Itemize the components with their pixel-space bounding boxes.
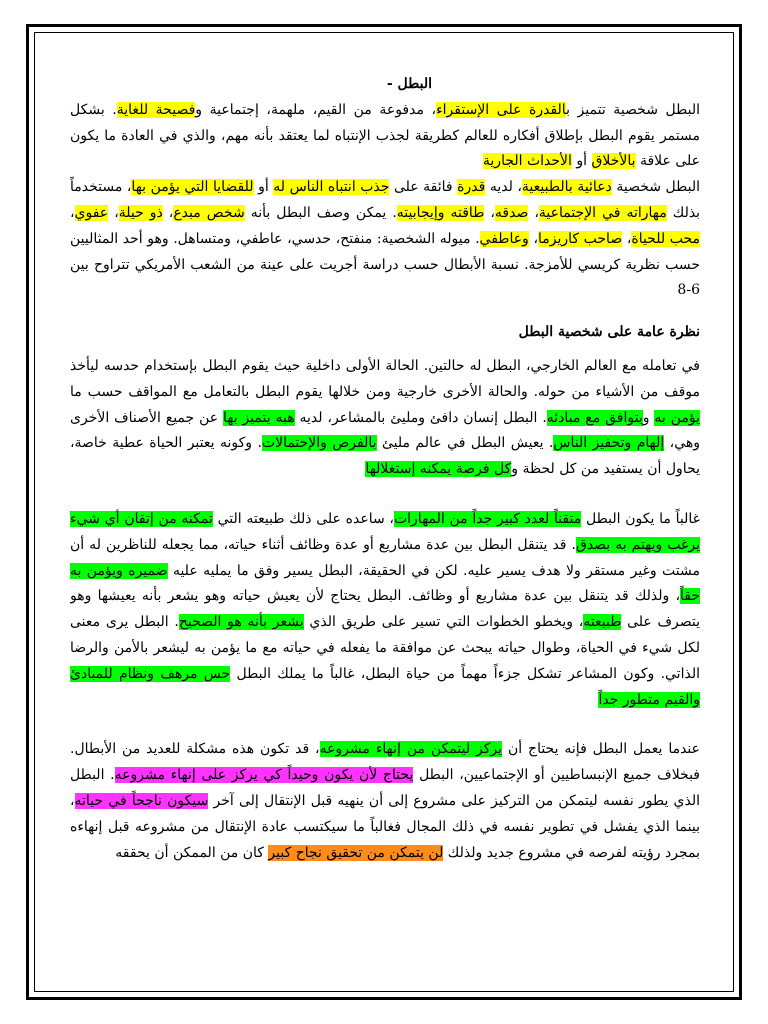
highlighted-text: إلهام وتحفيز الناس [553,435,665,452]
text-run: ، [108,204,119,221]
highlighted-text: مهاراته في الإجتماعية [538,204,667,221]
highlighted-text: حس مرهف ونظام للمبادئ والقيم متطور جداً [70,665,700,708]
text-run: . بشكل مستمر يقوم البطل بإطلاق أفكاره للعالم كطريقة لجذب الإنتباه لما يعتقد بأنه مهم، والذي في العادة ما يكون على علاقة [70,101,700,170]
highlighted-text: يحتاج لأن يكون وحيداً كي يركز على إنهاء مشروعه [114,767,414,784]
text-run: . البطل إنسان دافئ ومليئ بالمشاعر، لديه [294,409,547,426]
text-run: . يمكن وصف البطل بأنه [244,204,397,221]
highlighted-text: بالأخلاق [591,153,636,170]
highlighted-text: صاحب كاريزما [537,230,623,247]
paragraph-2 [70,175,700,304]
text-run: و [642,409,655,426]
text-run: غالباً ما يكون البطل [581,510,700,527]
highlighted-text: فصيحة للغاية [116,101,196,118]
highlighted-text: تمكنه من إتقان أي شيء يرغب ويهتم به بصدق [70,510,700,553]
highlighted-text: يشعر بأنه هو الصحيح [178,614,304,631]
highlighted-text: لن يتمكن من تحقيق نجاح كبير [268,844,444,861]
paragraph-3 [70,354,700,483]
text-run: أو [571,153,592,170]
text-run: ، مستخدماً بذلك [70,179,700,221]
highlighted-text: شخص مبدع [173,204,245,221]
paragraph-gap [70,483,700,507]
highlighted-text: يتوافق مع مبادئه [546,409,643,426]
text-run: ، [484,204,495,221]
text-run: في تعامله مع العالم الخارجي، البطل له حالتين. الحالة الأولى داخلية حيث يقوم البطل بإستخدام حدسه ليأخذ موقف من الأشياء من حوله. والحالة الأخرى خارجية ومن خلالها يقوم البطل بالتعامل مع المواقف حسب ما [70,357,700,400]
paragraph-4 [70,507,700,713]
paragraph-1 [70,98,700,175]
highlighted-text: كل فرصة يمكنه إستغلالها [365,461,512,478]
paragraph-5 [70,737,700,866]
text-run: أو [253,179,274,196]
highlighted-text: القدرة على الإستقراء [436,101,567,118]
text-run: ، [70,204,75,221]
text-run: عندما يعمل البطل فإنه يحتاج أن [502,741,700,758]
text-run: البطل شخصية [611,179,700,196]
highlighted-text: دعائية بالطبيعية [521,179,612,196]
highlighted-text: متقناً لعدد كبير جداً من المهارات [393,510,582,527]
text-run: البطل شخصية تتميز ب [566,101,700,118]
text-run: ، [622,230,632,247]
highlighted-text: محب للحياة [631,230,700,247]
highlighted-text: عفوي [74,204,109,221]
paragraph-gap [70,713,700,737]
highlighted-text: صدقه [494,204,529,221]
text-run: ، ويخطو الخطوات التي تسير على طريق الذي [303,614,584,631]
highlighted-text: يركز ليتمكن من إنهاء مشروعه [319,741,503,758]
highlighted-text: جذب انتباه الناس له [273,179,390,196]
highlighted-text: يؤمن به [654,409,700,426]
text-run: ، ولذلك قد يتنقل بين عدة مشاريع أو وظائف. البطل يحتاج لأن يعيش حياته وهو يشعر بأنه يعيشها وهو يتصرف على [70,588,700,631]
highlighted-text: للقضايا التي يؤمن بها [131,179,254,196]
document-body [70,72,700,972]
text-run: . يعيش البطل في عالم مليئ [376,435,554,452]
highlighted-text: ذو حيلة [118,204,163,221]
text-run: ، لديه [485,179,522,196]
text-run: . وكونه يعتبر الحياة عطية خاصة، يحاول أن يستفيد من كل لحظة و [70,435,700,478]
section-heading: نظرة عامة على شخصية البطل [518,324,700,341]
section-title: البطل - [386,76,432,92]
text-run: . البطل يرى معنى لكل شيء في الحياة، وطوال حياته يبحث عن موافقة ما يفعله في حياته مع ما يؤمن به ليشعر بالأمن والرضا الذاتي. وكون المشاعر تشكل جزءاً مهماً من حياة البطل، غالباً ما يملك البطل [70,614,700,682]
text-run: ، مدفوعة من القيم، ملهمة، إجتماعية و [195,101,437,118]
text-run: عن جميع الأصناف الأخرى وهي، [70,409,700,452]
highlighted-text: سيكون ناجحاً في حياته [74,792,209,809]
text-run: . قد يتنقل البطل بين عدة مشاريع أو عدة وظائف أثناء حياته، مما يجعله للناظرين له أن مشتت وغير مستقر ولا هدف يسير عليه. لكن في الحقيقة، البطل يسير وفق ما يمليه عليه [70,536,700,579]
text-run: ، ساعده على ذلك طبيعته التي [212,510,394,527]
highlighted-text: هبه يتميز بها [222,409,295,426]
text-run: ، [528,230,538,247]
highlighted-text: طاقته وإيجابيته [396,204,485,221]
highlighted-text: وعاطفي [479,230,529,247]
text-run: كان من الممكن أن يحققه [115,844,269,861]
text-run: ، [528,204,539,221]
highlighted-text: طبيعته [583,614,622,631]
text-run: فائقة على [389,179,458,196]
text-run: . البطل الذي يطور نفسه ليتمكن من التركيز على مشروع إلى أن ينهيه قبل الإنتقال إلى آخر [70,767,700,809]
text-run: ، قد تكون هذه مشكلة للعديد من الأبطال. فبخلاف جميع الإنبساطيين أو الإجتماعيين، البطل [70,741,700,784]
highlighted-text: الأحداث الجارية [482,153,572,170]
highlighted-text: قدرة [457,179,486,196]
highlighted-text: ضميره ويؤمن به حقاً [70,562,700,605]
highlighted-text: بالفرص والإحتمالات [261,435,377,452]
text-run: ، [162,204,174,221]
text-run: ، بينما الذي يفشل في تطوير نفسه في ذلك المجال فغالباً ما سيكتسب عادة الإنتقال من مشروعه قبل إنهاءه بمجرد رؤيته لفرصه في مشروع جديد ولذلك [70,792,700,861]
text-run: . ميوله الشخصية: منفتح، حدسي، عاطفي، ومتساهل. وهو أحد المثاليين حسب نظرية كريسي للأمزجة. نسبة الأبطال حسب دراسة أجريت على عينة من الشعب الأمريكي تتراوح بين 6-8 [70,230,700,299]
